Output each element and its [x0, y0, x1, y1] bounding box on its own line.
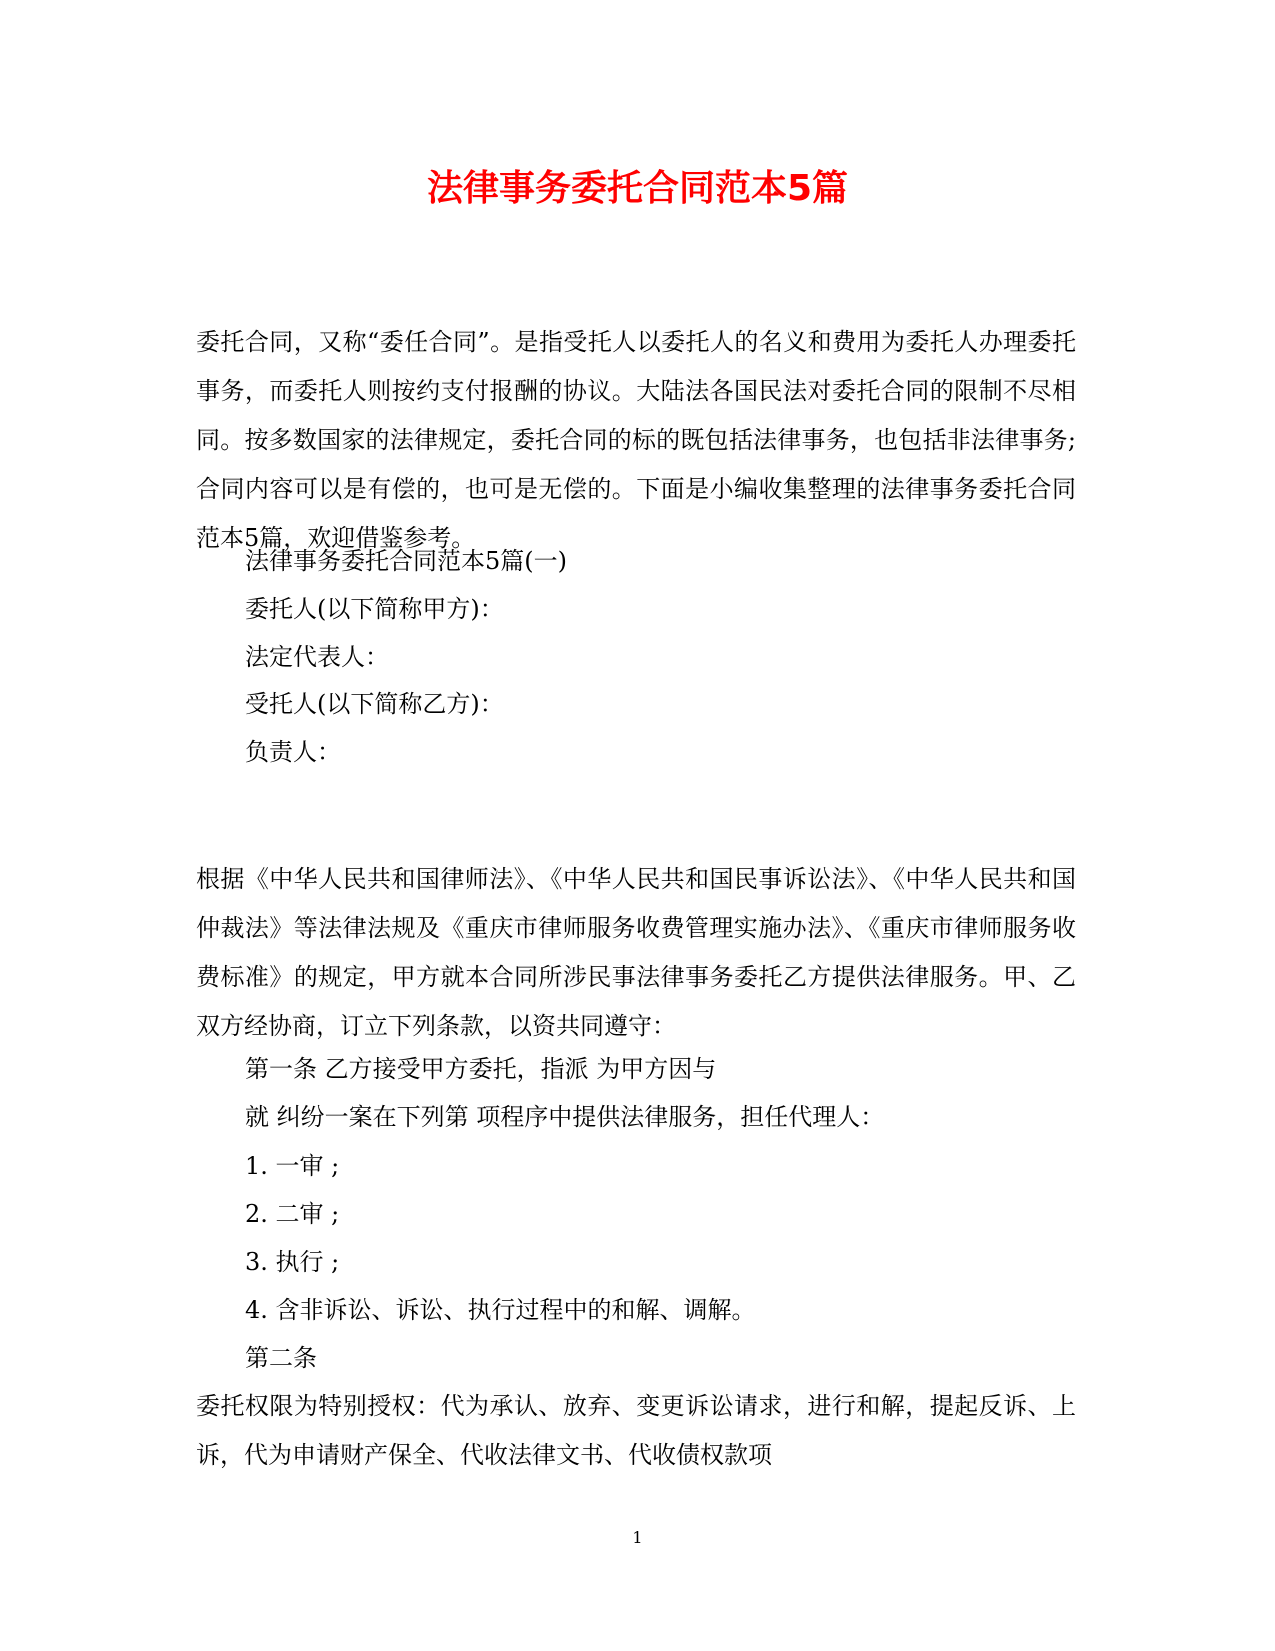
article-1-line-2: 就 纠纷一案在下列第 项程序中提供法律服务，担任代理人： [245, 1103, 885, 1131]
party-responsible-person: 负责人： [245, 738, 341, 766]
party-principal: 委托人(以下简称甲方)： [245, 595, 504, 623]
party-legal-representative: 法定代表人： [245, 643, 389, 671]
section-heading: 法律事务委托合同范本5篇(一) [245, 547, 567, 575]
article-1-line-1: 第一条 乙方接受甲方委托，指派 为甲方因与 [245, 1055, 717, 1083]
stage-item: 2. 二审 ; [245, 1200, 340, 1228]
document-title: 法律事务委托合同范本5篇 [426, 168, 849, 209]
stage-item: 1. 一审 ; [245, 1152, 340, 1180]
stage-item: 3. 执行 ; [245, 1248, 340, 1276]
page-number: 1 [632, 1528, 643, 1547]
article-2-scope-paragraph: 委托权限为特别授权：代为承认、放弃、变更诉讼请求，进行和解，提起反诉、上诉，代为申请财产保全、代收法律文书、代收债权款项 [196, 1392, 1076, 1469]
legal-basis-paragraph: 根据《中华人民共和国律师法》、《中华人民共和国民事诉讼法》、《中华人民共和国仲裁法》等法律法规及《重庆市律师服务收费管理实施办法》、《重庆市律师服务收费标准》的规定，甲方就本合同所涉民事法律事务委托乙方提供法律服务。甲、乙双方经协商，订立下列条款，以资共同遵守： [196, 865, 1076, 1040]
stage-item: 4. 含非诉讼、诉讼、执行过程中的和解、调解。 [245, 1296, 756, 1324]
party-agent: 受托人(以下简称乙方)： [245, 690, 504, 718]
article-2-heading: 第二条 [245, 1344, 317, 1372]
intro-paragraph: 委托合同，又称“委任合同”。是指受托人以委托人的名义和费用为委托人办理委托事务，而委托人则按约支付报酬的协议。大陆法各国民法对委托合同的限制不尽相同。按多数国家的法律规定，委托合同的标的既包括法律事务，也包括非法律事务;合同内容可以是有偿的，也可是无偿的。下面是小编收集整理的法律事务委托合同范本5篇，欢迎借鉴参考。 [196, 328, 1076, 552]
